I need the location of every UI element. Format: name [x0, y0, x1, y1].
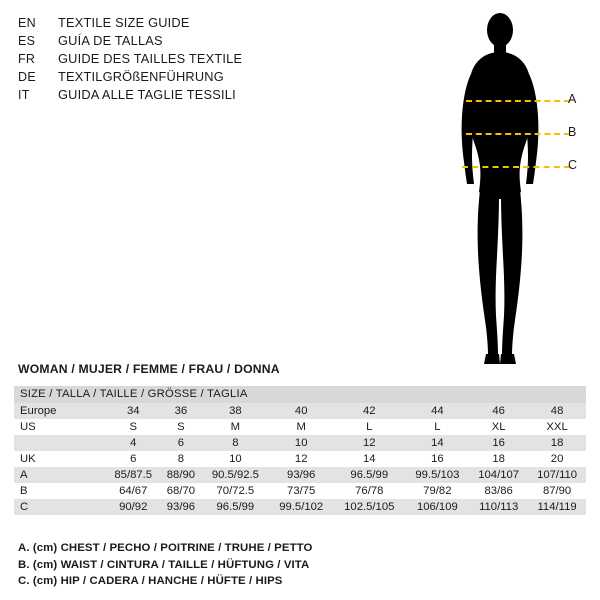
language-title: GUÍA DE TALLAS: [58, 33, 163, 48]
cell: 107/110: [528, 467, 586, 483]
row-label: [14, 435, 106, 451]
cell: 38: [201, 403, 269, 419]
cell: 70/72.5: [201, 483, 269, 499]
language-code: EN: [18, 16, 36, 30]
size-table: [14, 386, 586, 515]
cell: 16: [469, 435, 528, 451]
cell: XXL: [528, 419, 586, 435]
measure-label-b: B: [568, 125, 577, 139]
cell: 10: [201, 451, 269, 467]
language-row: [18, 86, 318, 104]
table-row: [14, 403, 586, 419]
row-label: US: [14, 419, 106, 435]
cell: 99.5/103: [406, 467, 470, 483]
cell: 85/87.5: [106, 467, 160, 483]
footnote-c: C. (cm) HIP / CADERA / HANCHE / HÜFTE / HIPS: [18, 575, 283, 587]
measure-line-c: [462, 166, 570, 168]
cell: 20: [528, 451, 586, 467]
cell: 79/82: [406, 483, 470, 499]
table-row: [14, 419, 586, 435]
cell: 4: [106, 435, 160, 451]
footnotes-block: [18, 540, 578, 590]
language-title: GUIDA ALLE TAGLIE TESSILI: [58, 87, 236, 102]
cell: 106/109: [406, 499, 470, 515]
cell: 110/113: [469, 499, 528, 515]
cell: L: [406, 419, 470, 435]
cell: 36: [160, 403, 201, 419]
measure-label-c: C: [568, 158, 578, 172]
language-row: [18, 50, 318, 68]
language-title: TEXTILGRÖßENFÜHRUNG: [58, 69, 224, 84]
table-row: [14, 483, 586, 499]
cell: 99.5/102: [269, 499, 333, 515]
cell: 40: [269, 403, 333, 419]
cell: 16: [406, 451, 470, 467]
cell: 90/92: [106, 499, 160, 515]
cell: 18: [469, 451, 528, 467]
cell: L: [333, 419, 406, 435]
table-header-label: SIZE / TALLA / TAILLE / GRÖSSE / TAGLIA: [14, 386, 586, 403]
language-title: GUIDE DES TAILLES TEXTILE: [58, 51, 243, 66]
cell: 68/70: [160, 483, 201, 499]
cell: 76/78: [333, 483, 406, 499]
figure-diagram: [400, 0, 600, 380]
cell: M: [201, 419, 269, 435]
cell: 114/119: [528, 499, 586, 515]
measure-line-b: [466, 133, 570, 135]
cell: 104/107: [469, 467, 528, 483]
measure-line-a: [466, 100, 570, 102]
cell: 48: [528, 403, 586, 419]
cell: 83/86: [469, 483, 528, 499]
cell: 87/90: [528, 483, 586, 499]
cell: 42: [333, 403, 406, 419]
language-row: [18, 14, 318, 32]
cell: 88/90: [160, 467, 201, 483]
language-code: FR: [18, 52, 36, 66]
cell: 93/96: [269, 467, 333, 483]
language-title: TEXTILE SIZE GUIDE: [58, 15, 190, 30]
language-code: IT: [18, 88, 30, 102]
cell: 34: [106, 403, 160, 419]
cell: 12: [269, 451, 333, 467]
female-silhouette-icon: [430, 8, 570, 373]
table-row: [14, 499, 586, 515]
cell: 64/67: [106, 483, 160, 499]
language-row: [18, 68, 318, 86]
cell: 44: [406, 403, 470, 419]
table-row: [14, 435, 586, 451]
cell: XL: [469, 419, 528, 435]
cell: 96.5/99: [333, 467, 406, 483]
row-label: B: [14, 483, 106, 499]
table-header-row: [14, 386, 586, 403]
cell: 18: [528, 435, 586, 451]
language-code: ES: [18, 34, 36, 48]
row-label: Europe: [14, 403, 106, 419]
cell: 102.5/105: [333, 499, 406, 515]
cell: 6: [106, 451, 160, 467]
cell: 8: [201, 435, 269, 451]
cell: 12: [333, 435, 406, 451]
footnote-b: B. (cm) WAIST / CINTURA / TAILLE / HÜFTUNG / VITA: [18, 558, 310, 571]
gender-label: WOMAN / MUJER / FEMME / FRAU / DONNA: [18, 362, 280, 376]
cell: 96.5/99: [201, 499, 269, 515]
language-row: [18, 32, 318, 50]
footnote-a: A. (cm) CHEST / PECHO / POITRINE / TRUHE / PETTO: [18, 542, 313, 554]
row-label: A: [14, 467, 106, 483]
table-row: [14, 467, 586, 483]
cell: 14: [333, 451, 406, 467]
measure-label-a: A: [568, 92, 577, 106]
cell: 8: [160, 451, 201, 467]
cell: 93/96: [160, 499, 201, 515]
cell: 10: [269, 435, 333, 451]
cell: 90.5/92.5: [201, 467, 269, 483]
row-label: UK: [14, 451, 106, 467]
language-title-block: [18, 14, 318, 104]
cell: 73/75: [269, 483, 333, 499]
cell: 46: [469, 403, 528, 419]
cell: 6: [160, 435, 201, 451]
cell: M: [269, 419, 333, 435]
cell: S: [160, 419, 201, 435]
language-code: DE: [18, 70, 36, 84]
row-label: C: [14, 499, 106, 515]
table-row: [14, 451, 586, 467]
cell: S: [106, 419, 160, 435]
cell: 14: [406, 435, 470, 451]
